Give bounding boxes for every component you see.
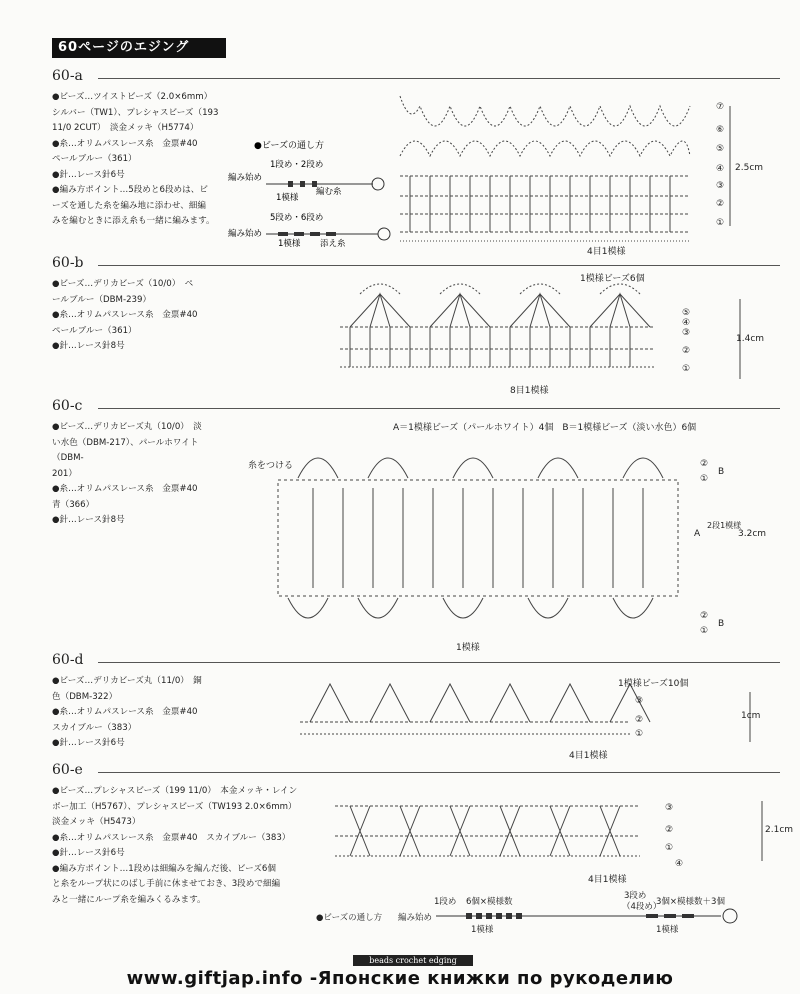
- section-60d: [0, 652, 800, 762]
- threading-row3: 3段め: [624, 891, 647, 901]
- divider: [98, 408, 780, 409]
- row-number: ①: [716, 218, 725, 228]
- mark-b: B: [718, 619, 725, 629]
- material-line: 淡金メッキ（H5473）: [52, 817, 141, 827]
- row-number: ①: [682, 364, 691, 374]
- material-line: ●糸…オリムパスレース糸 金票#40: [52, 484, 198, 494]
- beads-note: 1模様ビーズ10個: [618, 679, 689, 689]
- material-line: ●ビーズ…デリカビーズ（10/0） ペ: [52, 279, 194, 289]
- material-line: ボー加工（H5767）、プレシャスビーズ（TW193 2.0×6mm）: [52, 801, 297, 812]
- row-number: ③: [635, 696, 644, 706]
- row-number: ⑤: [682, 308, 691, 318]
- height-measure: 1.4cm: [736, 334, 765, 344]
- height-measure: 3.2cm: [738, 529, 767, 539]
- material-line: みを編むときに添え糸も一緒に編みます。: [52, 216, 215, 226]
- height-measure: 2.5cm: [735, 163, 764, 173]
- material-line: ●針…レース針8号: [52, 515, 125, 525]
- beads-note: A＝1模様ビーズ（パールホワイト）4個 B＝1模様ビーズ（淡い水色）6個: [393, 423, 697, 433]
- material-line: ーズを通した糸を編み地に添わせ、細編: [52, 200, 207, 211]
- threading-row1: 1段め: [434, 897, 457, 907]
- beads-note: 1模様ビーズ6個: [580, 274, 645, 284]
- material-line: ●ビーズ…プレシャスビーズ（199 11/0） 本金メッキ・レイン: [52, 786, 298, 796]
- material-line: い水色（DBM-217）、パールホワイト（DBM-: [52, 437, 199, 463]
- section-label: 60-c: [52, 398, 83, 414]
- material-line: ペールブルー（361）: [52, 325, 137, 336]
- material-line: ●糸…オリムパスレース糸 金票#40: [52, 310, 198, 320]
- material-line: ●針…レース針6号: [52, 738, 125, 748]
- row-number: ⑤: [716, 144, 725, 154]
- watermark: www.giftjap.info -Японские книжки по рукоделию: [126, 968, 674, 989]
- repeat-label: 4目1模様: [569, 751, 608, 761]
- threading-diagram-a: [228, 136, 398, 249]
- material-line: ●針…レース針8号: [52, 341, 125, 351]
- row-number: ②: [665, 825, 674, 835]
- side-note: 2段1模様: [707, 521, 742, 530]
- row-number: ①: [700, 474, 709, 484]
- divider: [98, 78, 780, 79]
- material-line: ●針…レース針6号: [52, 169, 125, 180]
- material-line: ●糸…オリムパスレース糸 金票#40: [52, 138, 198, 149]
- section-60e: [0, 762, 800, 952]
- section-label: 60-e: [52, 762, 83, 778]
- row-number: ②: [700, 459, 709, 469]
- row-number: ⑥: [716, 125, 725, 135]
- material-line: と糸をループ状にのばし手前に休ませておき、3段めで細編: [52, 879, 281, 889]
- row-number: ④: [675, 859, 684, 869]
- row-number: ④: [682, 318, 691, 328]
- row-number: ①: [665, 843, 674, 853]
- repeat-label: 1模様: [456, 643, 480, 653]
- threading-rows-label: 5段め・6段め: [270, 213, 324, 223]
- threading-start: 編み始め: [228, 229, 263, 239]
- mark-b: B: [718, 467, 725, 477]
- material-line: 色（DBM-322）: [52, 691, 118, 702]
- material-line: ペールブルー（361）: [52, 154, 137, 164]
- threading-count3: 3個×模様数＋3個: [656, 897, 725, 907]
- material-line: 青（366）: [52, 499, 95, 510]
- row-number: ②: [635, 715, 644, 725]
- section-60a: [0, 68, 800, 258]
- row-number: ④: [716, 164, 725, 174]
- material-line: ●編み方ポイント…5段めと6段めは、ビ: [52, 185, 208, 195]
- threading-row4: （4段め）: [622, 902, 662, 912]
- threading-pattern: 1模様: [278, 239, 301, 249]
- mark-a: A: [694, 529, 701, 539]
- section-label: 60-a: [52, 68, 83, 84]
- materials-list: [52, 90, 230, 230]
- material-line: みと一緒にループ糸を編みくるみます。: [52, 894, 206, 905]
- row-number: ③: [716, 181, 725, 191]
- row-number: ⑦: [716, 102, 725, 112]
- section-60b: [0, 255, 800, 395]
- crochet-chart-c: [248, 418, 793, 658]
- crochet-chart-d: [295, 672, 790, 762]
- row-number: ③: [665, 803, 674, 813]
- materials-list: [52, 674, 230, 752]
- repeat-label: 8目1模様: [510, 386, 549, 396]
- material-line: スカイブルー（383）: [52, 722, 137, 733]
- threading-yarn: 編む糸: [316, 187, 342, 197]
- threading-pattern: 1模様: [276, 193, 299, 203]
- section-label: 60-d: [52, 652, 84, 668]
- threading-count1: 6個×模様数: [466, 897, 513, 907]
- repeat-label: 4目1模様: [587, 247, 626, 257]
- material-line: 201）: [52, 468, 77, 479]
- threading-rows-label: 1段め・2段め: [270, 160, 324, 170]
- repeat-label: 4目1模様: [588, 875, 627, 885]
- materials-list: [52, 784, 302, 908]
- attach-note: 糸をつける: [248, 461, 294, 471]
- crochet-chart-b: [330, 269, 790, 399]
- divider: [98, 772, 780, 773]
- material-line: ●針…レース針6号: [52, 848, 125, 858]
- threading-title: ●ビーズの通し方: [316, 913, 383, 923]
- divider: [98, 662, 780, 663]
- threading-pattern: 1模様: [656, 925, 679, 935]
- material-line: 11/0 2CUT） 淡金メッキ（H5774）: [52, 123, 199, 133]
- material-line: ●ビーズ…デリカビーズ丸（10/0） 淡: [52, 422, 202, 432]
- material-line: ●糸…オリムパスレース糸 金票#40 スカイブルー（383）: [52, 832, 291, 843]
- material-line: ●糸…オリムパスレース糸 金票#40: [52, 707, 198, 717]
- height-measure: 2.1cm: [765, 825, 794, 835]
- material-line: ●ビーズ…デリカビーズ丸（11/0） 銅: [52, 676, 202, 686]
- row-number: ③: [682, 328, 691, 338]
- materials-list: [52, 277, 230, 355]
- height-measure: 1cm: [741, 711, 761, 721]
- material-line: シルバー（TW1）、プレシャスビーズ（193: [52, 107, 219, 118]
- threading-pattern: 1模様: [471, 925, 494, 935]
- page-title: 60ページのエジング: [52, 38, 226, 58]
- threading-title: ●ビーズの通し方: [254, 141, 325, 151]
- row-number: ②: [716, 199, 725, 209]
- row-number: ①: [635, 729, 644, 739]
- crochet-chart-e: [320, 786, 794, 886]
- row-number: ①: [700, 626, 709, 636]
- material-line: ●編み方ポイント…1段めは細編みを編んだ後、ビーズ6個: [52, 863, 276, 874]
- row-number: ②: [700, 611, 709, 621]
- footer-band: beads crochet edging: [353, 955, 473, 966]
- divider: [98, 265, 780, 266]
- row-number: ②: [682, 346, 691, 356]
- threading-start: 編み始め: [228, 173, 263, 183]
- materials-list: [52, 420, 230, 529]
- threading-diagram-e: [316, 890, 786, 940]
- threading-start: 編み始め: [398, 913, 433, 923]
- section-label: 60-b: [52, 255, 84, 271]
- material-line: ●ビーズ…ツイストビーズ（2.0×6mm）: [52, 92, 213, 102]
- section-60c: [0, 398, 800, 660]
- crochet-chart-a: [390, 86, 790, 258]
- material-line: ールブルー（DBM-239）: [52, 294, 152, 305]
- threading-yarn: 添え糸: [320, 239, 346, 249]
